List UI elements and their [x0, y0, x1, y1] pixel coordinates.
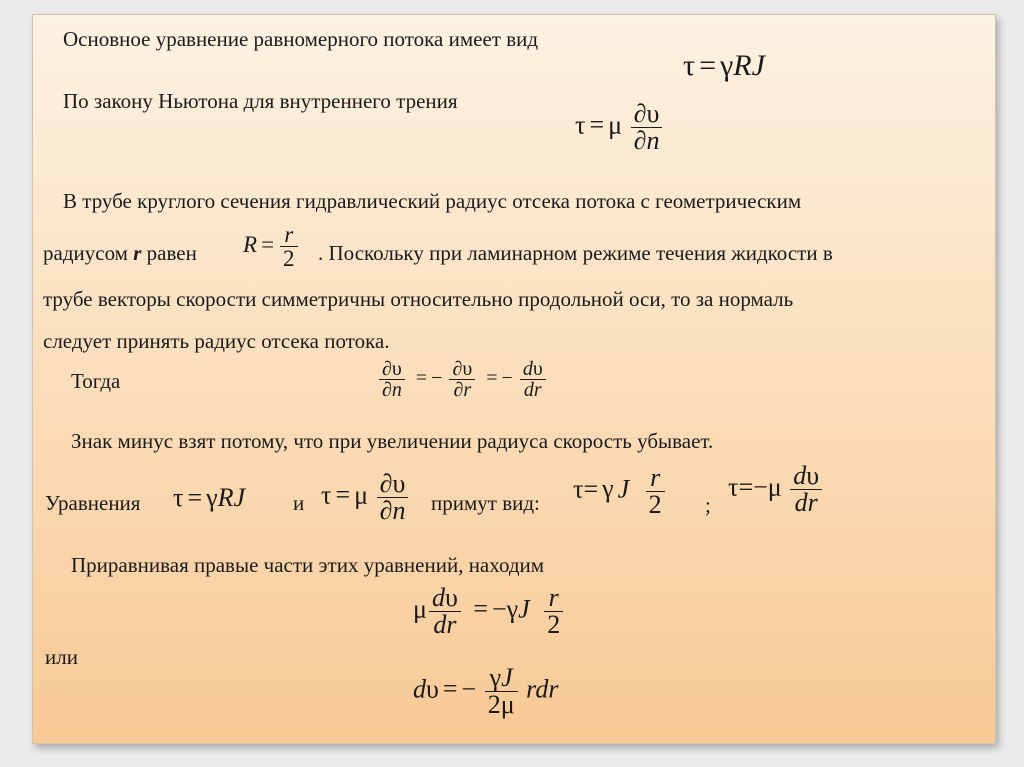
text-line-pipe-section: В трубе круглого сечения гидравлический радиус отсека потока с геометрическим	[63, 189, 802, 213]
formula-tau-gamma-RJ: τ = γRJ	[683, 49, 765, 82]
text-equating: Приравнивая правые части этих уравнений, находим	[71, 553, 545, 577]
formula-derivatives: $\frac{\partial\upsilon}{\partial n}$ = − $\frac{\partial\upsilon}{\partial r}$ = − $\frac{d\upsilon}{dr}$	[377, 359, 548, 400]
formula-tau-gamma-J-r: τ= γ J $\frac{r}{2}$	[573, 465, 667, 518]
text-line-radius: радиусом r равен	[43, 241, 197, 265]
text-semicolon: ;	[705, 493, 711, 517]
formula-newton-friction-2: τ = μ $\frac{\partial\upsilon}{\partial n}$	[321, 471, 410, 524]
formula-tau-gamma-RJ-2: τ = γRJ	[173, 483, 246, 512]
formula-dv: dυ = − $\frac{\gamma J}{2\mu}$ rdr	[413, 663, 559, 719]
text-take-form: примут вид:	[431, 491, 540, 515]
text-line-newton-law: По закону Ньютона для внутреннего трения	[63, 89, 458, 113]
text-minus-sign: Знак минус взят потому, что при увеличении радиуса скорость убывает.	[71, 429, 714, 453]
text-or: или	[45, 645, 78, 669]
formula-R-r-over-2: R = $\frac{r}{2}$	[243, 223, 300, 270]
text-and: и	[293, 491, 305, 515]
text-then: Тогда	[71, 369, 121, 393]
text-line-normal-radius: следует принять радиус отсека потока.	[43, 329, 390, 353]
text-line-velocity-vectors: трубе векторы скорости симметричны относительно продольной оси, то за нормаль	[43, 287, 794, 311]
text-line-basic-equation: Основное уравнение равномерного потока имеет вид	[63, 27, 539, 51]
formula-tau-mu-dv-dr: τ=−μ $\frac{d\upsilon}{dr}$	[728, 463, 824, 516]
text-equations: Уравнения	[45, 491, 141, 515]
formula-mu-dv-dr: μ $\frac{d\upsilon}{dr}$ = −γJ $\frac{r}{2}$	[413, 585, 565, 638]
slide	[32, 14, 996, 744]
text-line-laminar-mode: . Поскольку при ламинарном режиме течения жидкости в	[318, 241, 833, 265]
formula-newton-friction: τ = μ $\frac{\partial\upsilon}{\partial n}$	[575, 101, 664, 154]
